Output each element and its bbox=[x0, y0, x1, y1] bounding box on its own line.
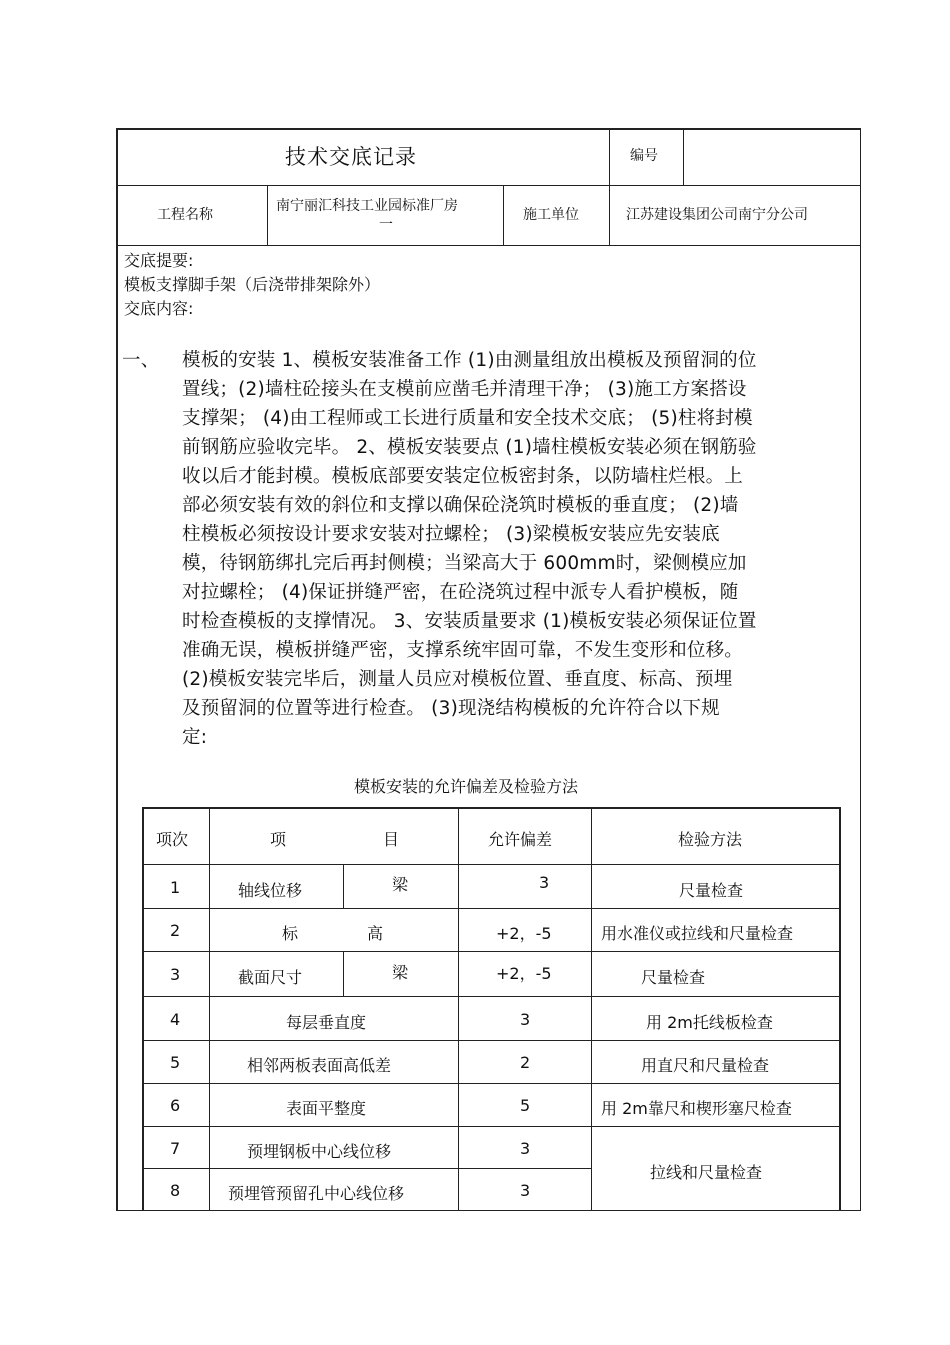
outer-border-bottom bbox=[116, 1210, 861, 1212]
header-vline-c bbox=[609, 128, 610, 245]
contractor-label: 施工单位 bbox=[523, 207, 579, 223]
table-row-tolerance: 2 bbox=[520, 1053, 531, 1072]
header-row-divider-1 bbox=[116, 185, 861, 186]
table-row-method: 用 2m托线板检查 bbox=[646, 1013, 773, 1032]
table-row-no: 3 bbox=[170, 965, 181, 984]
table-row-tolerance: 3 bbox=[539, 873, 550, 892]
table-row-no: 1 bbox=[170, 878, 181, 897]
table-vline bbox=[458, 807, 459, 1210]
table-row-item: 预埋钢板中心线位移 bbox=[247, 1142, 392, 1161]
summary-value: 模板支撑脚手架（后浇带排架除外） bbox=[124, 275, 381, 294]
outer-border-left bbox=[116, 128, 118, 1211]
table-row-no: 5 bbox=[170, 1053, 181, 1072]
outer-border-top bbox=[116, 128, 861, 130]
table-hline bbox=[142, 1083, 840, 1084]
table-hline bbox=[142, 996, 840, 997]
body-line: (2)模板安装完毕后，测量人员应对模板位置、垂直度、标高、预埋 bbox=[182, 669, 733, 690]
header-vline-a bbox=[267, 185, 268, 245]
body-line: 准确无误，模板拼缝严密，支撑系统牢固可靠，不发生变形和位移。 bbox=[182, 640, 744, 661]
table-row-tolerance: +2，-5 bbox=[496, 924, 552, 943]
table-hline bbox=[142, 1040, 840, 1041]
table-vline bbox=[591, 807, 592, 1210]
table-row-no: 6 bbox=[170, 1096, 181, 1115]
body-line: 柱模板必须按设计要求安装对拉螺栓； (3)梁模板安装应先安装底 bbox=[182, 524, 720, 545]
body-line: 部必须安装有效的斜位和支撑以确保砼浇筑时模板的垂直度； (2)墙 bbox=[182, 495, 739, 516]
body-line: 收以后才能封模。模板底部要安装定位板密封条，以防墙柱烂根。上 bbox=[182, 466, 744, 487]
table-row-item: 相邻两板表面高低差 bbox=[247, 1056, 392, 1075]
summary-label: 交底提要: bbox=[124, 251, 194, 270]
body-line: 时检查模板的支撑情况。 3、安装质量要求 (1)模板安装必须保证位置 bbox=[182, 611, 757, 632]
table-row-method: 尺量检查 bbox=[679, 881, 744, 900]
table-row-method: 用直尺和尺量检查 bbox=[641, 1056, 770, 1075]
table-row-item: 每层垂直度 bbox=[286, 1013, 367, 1032]
body-line: 及预留洞的位置等进行检查。 (3)现浇结构模板的允许符合以下规 bbox=[182, 698, 720, 719]
table-header-item-left: 项 bbox=[270, 830, 287, 849]
header-row-divider-2 bbox=[116, 245, 861, 246]
outer-border-right bbox=[860, 128, 862, 1211]
body-line: 定: bbox=[182, 727, 208, 748]
table-header-tolerance: 允许偏差 bbox=[488, 830, 553, 849]
body-line: 支撑架； (4)由工程师或工长进行质量和安全技术交底； (5)柱将封模 bbox=[182, 408, 753, 429]
body-line: 模，待钢筋绑扎完后再封侧模；当梁高大于 600mm时，梁侧模应加 bbox=[182, 553, 747, 574]
table-row-item: 截面尺寸 bbox=[238, 968, 303, 987]
table-vline bbox=[343, 951, 344, 996]
table-header-item-right: 目 bbox=[383, 830, 400, 849]
table-hline bbox=[142, 807, 840, 809]
table-row-item: 表面平整度 bbox=[286, 1099, 367, 1118]
table-row-no: 8 bbox=[170, 1181, 181, 1200]
table-hline bbox=[142, 951, 840, 952]
table-row-item-right: 高 bbox=[367, 924, 384, 943]
body-line: 前钢筋应验收完毕。 2、模板安装要点 (1)墙柱模板安装必须在钢筋验 bbox=[182, 437, 757, 458]
header-vline-d bbox=[683, 128, 684, 185]
table-row-no: 7 bbox=[170, 1139, 181, 1158]
body-line: 对拉螺栓； (4)保证拼缝严密，在砼浇筑过程中派专人看护模板，随 bbox=[182, 582, 739, 603]
table-vline bbox=[343, 864, 344, 908]
table-vline bbox=[142, 807, 144, 1210]
table-header-no: 项次 bbox=[156, 830, 189, 849]
table-row-tolerance: 3 bbox=[520, 1010, 531, 1029]
table-hline bbox=[142, 908, 840, 909]
table-row-method: 尺量检查 bbox=[641, 968, 706, 987]
table-row-no: 2 bbox=[170, 921, 181, 940]
number-label: 编号 bbox=[630, 148, 658, 164]
body-line: 置线；(2)墙柱砼接头在支模前应凿毛并清理干净； (3)施工方案搭设 bbox=[182, 379, 747, 400]
table-row-item: 轴线位移 bbox=[238, 881, 303, 900]
table-row-tolerance: +2，-5 bbox=[496, 964, 552, 983]
table-row-method-merged: 拉线和尺量检查 bbox=[650, 1163, 763, 1182]
table-row-sub: 梁 bbox=[392, 963, 409, 982]
contractor-value: 江苏建设集团公司南宁分公司 bbox=[626, 207, 808, 223]
table-row-no: 4 bbox=[170, 1010, 181, 1029]
table-hline bbox=[142, 1126, 840, 1127]
table-vline bbox=[839, 807, 841, 1210]
header-vline-b bbox=[503, 185, 504, 245]
project-name-label: 工程名称 bbox=[157, 207, 213, 223]
table-hline bbox=[142, 864, 840, 865]
table-row-method: 用水准仪或拉线和尺量检查 bbox=[601, 924, 794, 943]
table-caption: 模板安装的允许偏差及检验方法 bbox=[354, 777, 579, 796]
section-marker: 一、 bbox=[122, 350, 160, 371]
table-row-tolerance: 3 bbox=[520, 1181, 531, 1200]
table-row-item-left: 标 bbox=[282, 924, 299, 943]
project-name-value-cont: 一 bbox=[379, 217, 393, 233]
form-title: 技术交底记录 bbox=[285, 145, 417, 169]
table-row-tolerance: 3 bbox=[520, 1139, 531, 1158]
table-vline bbox=[209, 807, 210, 1210]
project-name-value: 南宁丽汇科技工业园标准厂房 bbox=[276, 198, 458, 214]
table-row-sub: 梁 bbox=[392, 875, 409, 894]
table-row-method: 用 2m靠尺和楔形塞尺检查 bbox=[601, 1099, 792, 1118]
content-label: 交底内容: bbox=[124, 299, 194, 318]
table-row-item: 预埋管预留孔中心线位移 bbox=[228, 1184, 405, 1203]
body-line: 模板的安装 1、模板安装准备工作 (1)由测量组放出模板及预留洞的位 bbox=[182, 350, 757, 371]
table-header-method: 检验方法 bbox=[678, 830, 743, 849]
table-row-tolerance: 5 bbox=[520, 1096, 531, 1115]
